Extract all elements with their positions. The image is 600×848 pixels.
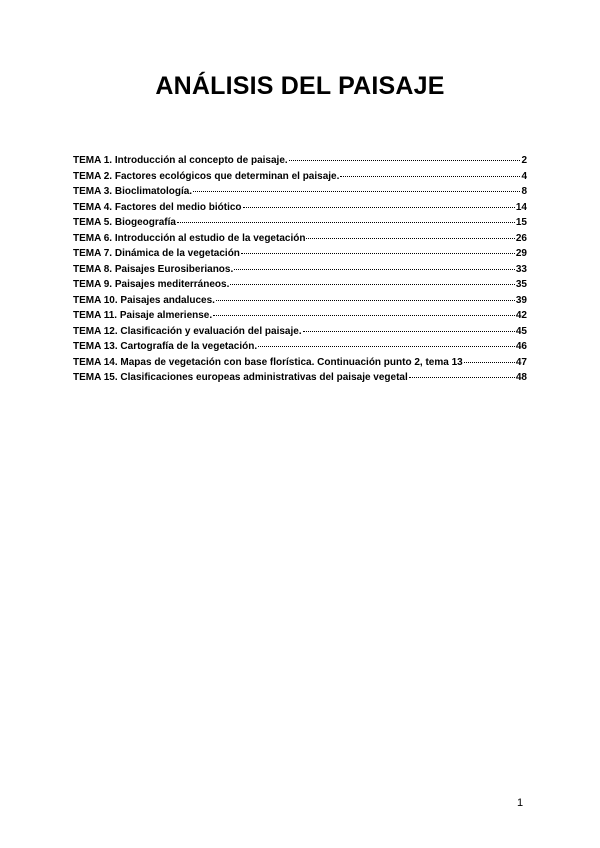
toc-entry-label: TEMA 12. Clasificación y evaluación del paisaje. xyxy=(73,325,302,337)
toc-entry-label: TEMA 7. Dinámica de la vegetación xyxy=(73,248,240,259)
toc-dot-leader xyxy=(193,191,520,192)
toc-dot-leader xyxy=(289,160,521,161)
toc-entry-page: 29 xyxy=(515,248,527,259)
toc-entry-page: 14 xyxy=(515,201,527,213)
toc-entry-page: 39 xyxy=(515,294,527,306)
toc-entry[interactable] xyxy=(73,217,527,233)
toc-entry-page: 8 xyxy=(521,186,527,197)
page-number: 1 xyxy=(517,797,524,809)
toc-entry[interactable] xyxy=(73,202,527,218)
toc-entry-page: 2 xyxy=(521,155,527,166)
toc-dot-leader xyxy=(340,176,520,177)
toc-dot-leader xyxy=(409,377,515,378)
toc-entry-label: TEMA 10. Paisajes andaluces. xyxy=(73,294,215,306)
toc-entry-label: TEMA 5. Biogeografía xyxy=(73,217,176,228)
toc-entry-page: 15 xyxy=(515,217,527,228)
toc-dot-leader xyxy=(216,300,515,301)
toc-entry-page: 46 xyxy=(515,341,527,352)
toc-dot-leader xyxy=(306,238,514,239)
document-title: ANÁLISIS DEL PAISAJE xyxy=(155,72,445,100)
toc-entry[interactable] xyxy=(73,372,527,388)
toc-entry-page: 26 xyxy=(515,232,527,244)
toc-dot-leader xyxy=(303,331,515,332)
toc-entry-page: 33 xyxy=(515,263,527,275)
toc-entry-label: TEMA 13. Cartografía de la vegetación. xyxy=(73,341,258,352)
toc-dot-leader xyxy=(213,315,515,316)
toc-entry-page: 47 xyxy=(515,356,527,368)
toc-entry-page: 4 xyxy=(521,170,527,182)
toc-entry-label: TEMA 9. Paisajes mediterráneos. xyxy=(73,279,230,290)
toc-entry-page: 48 xyxy=(515,372,527,383)
toc-entry[interactable] xyxy=(73,155,527,171)
toc-entry-label: TEMA 2. Factores ecológicos que determinan el paisaje. xyxy=(73,170,340,182)
toc-entry[interactable] xyxy=(73,310,527,326)
toc-entry-label: TEMA 8. Paisajes Eurosiberianos. xyxy=(73,263,234,275)
toc-entry-label: TEMA 1. Introducción al concepto de paisaje. xyxy=(73,155,288,166)
toc-entry[interactable] xyxy=(73,279,527,295)
toc-entry-label: TEMA 4. Factores del medio biótico xyxy=(73,201,242,213)
toc-entry-label: TEMA 3. Bioclimatología. xyxy=(73,186,193,197)
toc-entry[interactable] xyxy=(73,326,527,342)
toc-entry[interactable] xyxy=(73,341,527,357)
toc-entry[interactable] xyxy=(73,357,527,373)
toc-dot-leader xyxy=(464,362,515,363)
toc-entry-page: 45 xyxy=(515,325,527,337)
toc-entry-page: 42 xyxy=(515,310,527,321)
toc-entry-label: TEMA 15. Clasificaciones europeas administrativas del paisaje vegetal xyxy=(73,372,408,383)
toc-entry[interactable] xyxy=(73,186,527,202)
toc-dot-leader xyxy=(258,346,515,347)
toc-entry[interactable] xyxy=(73,295,527,311)
toc-dot-leader xyxy=(230,284,515,285)
toc-entry-label: TEMA 11. Paisaje almeriense. xyxy=(73,310,213,321)
toc-entry[interactable] xyxy=(73,248,527,264)
toc-entry[interactable] xyxy=(73,264,527,280)
toc-entry-label: TEMA 6. Introducción al estudio de la vegetación xyxy=(73,232,306,244)
toc-dot-leader xyxy=(241,253,515,254)
table-of-contents xyxy=(73,155,527,388)
toc-entry-label: TEMA 14. Mapas de vegetación con base florística. Continuación punto 2, tema 13 xyxy=(73,356,463,368)
toc-entry-page: 35 xyxy=(515,279,527,290)
toc-entry[interactable] xyxy=(73,171,527,187)
toc-dot-leader xyxy=(177,222,515,223)
toc-entry[interactable] xyxy=(73,233,527,249)
toc-dot-leader xyxy=(243,207,515,208)
toc-dot-leader xyxy=(234,269,515,270)
